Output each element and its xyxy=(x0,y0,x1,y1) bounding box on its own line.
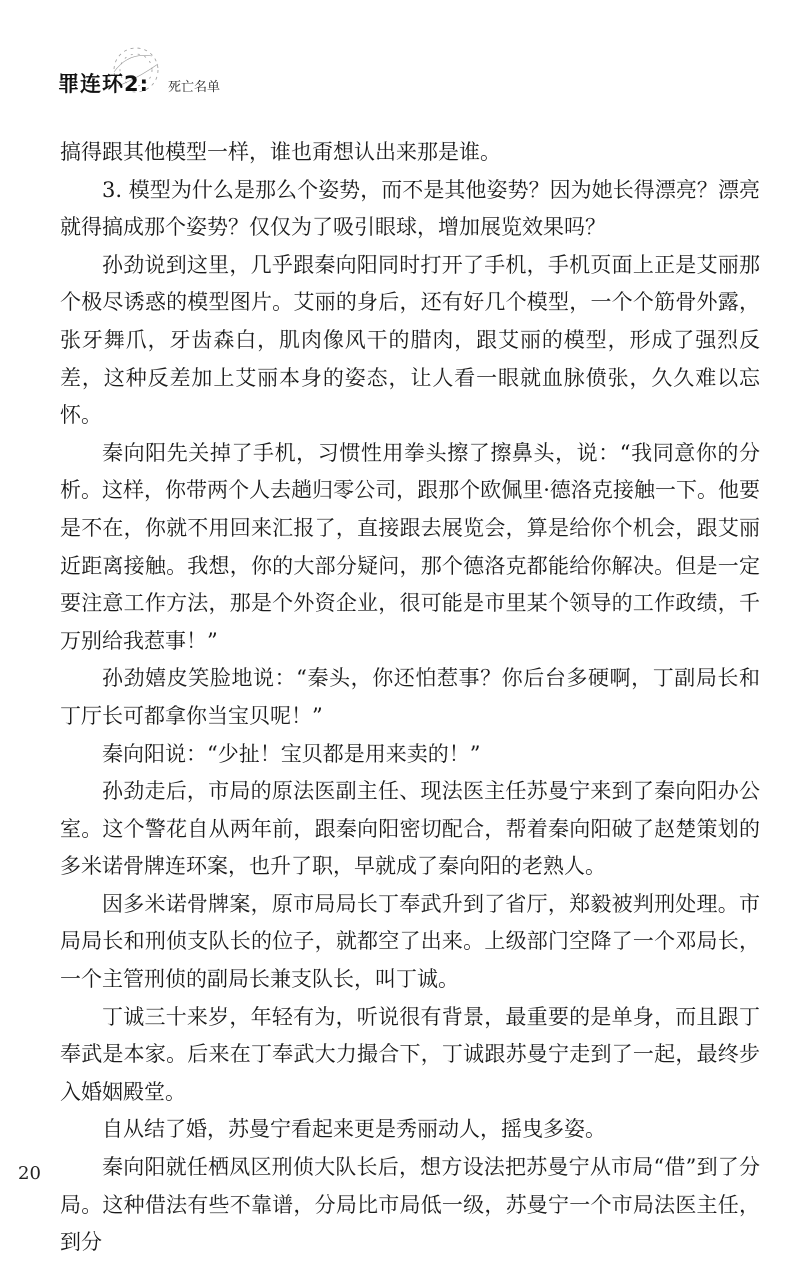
paragraph: 秦向阳说：“少扯！宝贝都是用来卖的！” xyxy=(102,741,481,766)
page-number: 20 xyxy=(18,1163,41,1184)
paragraph: 搞得跟其他模型一样，谁也甭想认出来那是谁。 xyxy=(60,140,501,164)
paragraph: 秦向阳先关掉了手机，习惯性用拳头擦了擦鼻头，说：“我同意你的分析。这样，你带两个人去趟归零公司，跟那个欧佩里·德洛克接触一下。他要是不在，你就不用回来汇报了，直接跟去展览会，算是给你个机会，跟艾丽近距离接触。我想，你的大部分疑问，那个德洛克都能给你解决。但是一定要注意工作方法，那是个外资企业，很可能是市里某个领导的工作政绩，千万别给我惹事！” xyxy=(60,440,760,653)
paragraph: 丁诚三十来岁，年轻有为，听说很有背景，最重要的是单身，而且跟丁奉武是本家。后来在丁奉武大力撮合下，丁诚跟苏曼宁走到了一起，最终步入婚姻殿堂。 xyxy=(60,1004,760,1104)
paragraph: 因多米诺骨牌案，原市局局长丁奉武升到了省厅，郑毅被判刑处理。市局局长和刑侦支队长的位子，就都空了出来。上级部门空降了一个邓局长，一个主管刑侦的副局长兼支队长，叫丁诚。 xyxy=(60,891,760,992)
book-subtitle: 死亡名单 xyxy=(168,80,221,95)
body-text xyxy=(60,134,760,1262)
paragraph: 秦向阳就任栖凤区刑侦大队长后，想方设法把苏曼宁从市局“借”到了分局。这种借法有些不靠谱，分局比市局低一级，苏曼宁一个市局法医主任，到分 xyxy=(60,1155,760,1255)
paragraph: 孙劲嬉皮笑脸地说：“秦头，你还怕惹事？你后台多硬啊，丁副局长和丁厅长可都拿你当宝贝呢！” xyxy=(60,666,760,728)
paragraph: 3. 模型为什么是那么个姿势，而不是其他姿势？因为她长得漂亮？漂亮就得搞成那个姿势？仅仅为了吸引眼球，增加展览效果吗？ xyxy=(60,177,760,240)
paragraph: 孙劲走后，市局的原法医副主任、现法医主任苏曼宁来到了秦向阳办公室。这个警花自从两年前，跟秦向阳密切配合，帮着秦向阳破了赵楚策划的多米诺骨牌连环案，也升了职，早就成了秦向阳的老熟人。 xyxy=(60,779,760,879)
paragraph: 孙劲说到这里，几乎跟秦向阳同时打开了手机，手机页面上正是艾丽那个极尽诱惑的模型图片。艾丽的身后，还有好几个模型，一个个筋骨外露，张牙舞爪，牙齿森白，肌肉像风干的腊肉，跟艾丽的模型，形成了强烈反差，这种反差加上艾丽本身的姿态，让人看一眼就血脉偾张，久久难以忘怀。 xyxy=(60,252,760,428)
paragraph: 自从结了婚，苏曼宁看起来更是秀丽动人，摇曳多姿。 xyxy=(102,1117,606,1142)
book-title: 罪连环2: xyxy=(58,72,150,96)
running-header xyxy=(58,40,298,100)
